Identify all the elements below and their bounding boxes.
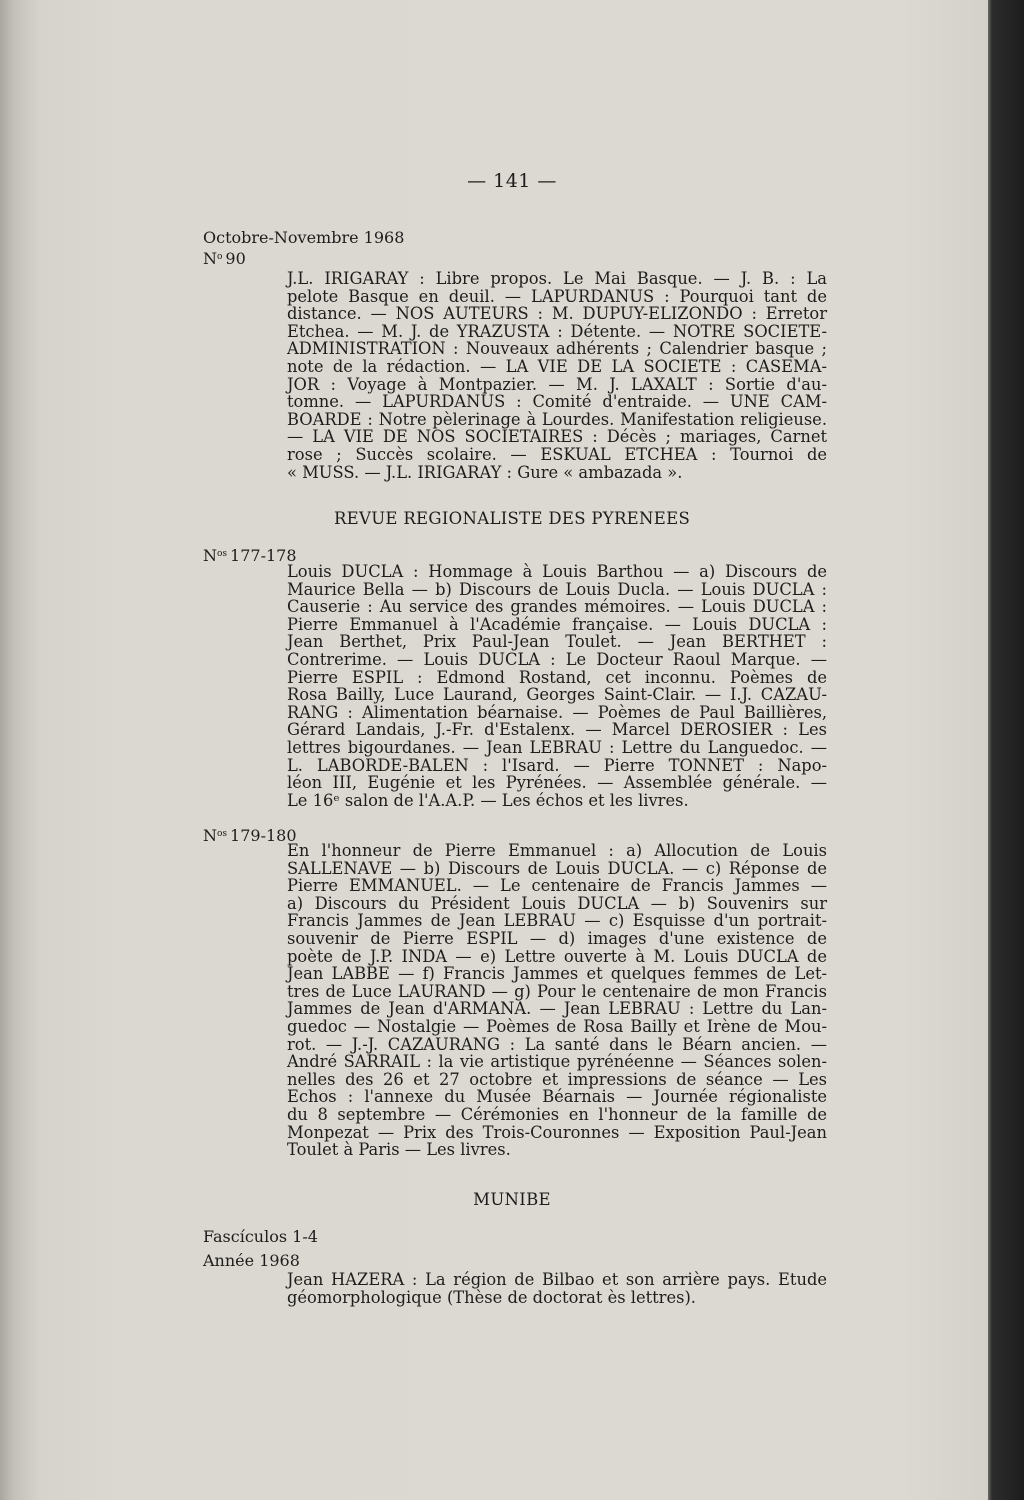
text-line: du 8 septembre — Cérémonies en l'honneur de la famille de [287,1104,827,1124]
text-line: En l'honneur de Pierre Emmanuel : a) Allocution de Louis [287,841,827,860]
page-number: — 141 — [467,170,557,192]
text-line: Jean LABBE — f) Francis Jammes et quelques femmes de Let- [287,964,827,984]
text-line: lettres bigourdanes. — Jean LEBRAU : Lettre du Languedoc. — [287,737,827,757]
text-line: Jean Berthet, Prix Paul-Jean Toulet. — Jean BERTHET : [287,632,827,652]
text-line: guedoc — Nostalgie — Poèmes de Rosa Bailly et Irène de Mou- [287,1016,827,1036]
issue-prefix: N [203,826,217,845]
text-line: Pierre EMMANUEL. — Le centenaire de Francis Jammes — [287,876,827,896]
text-line: Jean HAZERA : La région de Bilbao et son arrière pays. Etude [287,1270,827,1289]
issue-number [203,826,297,845]
text-line: Gérard Landais, J.-Fr. d'Estalenx. — Marcel DEROSIER : Les [287,720,827,740]
text-line: rose ; Succès scolaire. — ESKUAL ETCHEA : Tournoi de [287,444,827,464]
issue-date: Octobre-Novembre 1968 [203,228,405,247]
issue-number [203,546,297,565]
issue-sup: os [217,549,228,559]
issue-number [203,249,246,268]
text-line: léon III, Eugénie et les Pyrénées. — Assemblée générale. — [287,773,827,793]
text-line: Rosa Bailly, Luce Laurand, Georges Saint-Clair. — I.J. CAZAU- [287,685,827,705]
issue-prefix: N [203,546,217,565]
text-line: SALLENAVE — b) Discours de Louis DUCLA. — c) Réponse de [287,858,827,878]
year-label: Année 1968 [203,1251,300,1270]
entry-text [287,1271,827,1306]
text-line: géomorphologique (Thèse de doctorat ès lettres). [287,1287,696,1307]
text-line: Francis Jammes de Jean LEBRAU — c) Esquisse d'un portrait- [287,911,827,931]
text-line: pelote Basque en deuil. — LAPURDANUS : Pourquoi tant de [287,286,827,306]
text-line: poète de J.P. INDA — e) Lettre ouverte à M. Louis DUCLA de [287,946,827,966]
text-line: BOARDE : Notre pèlerinage à Lourdes. Manifestation religieuse. [287,409,827,429]
text-line: Causerie : Au service des grandes mémoires. — Louis DUCLA : [287,597,827,617]
issue-num: 179-180 [230,826,297,845]
text-line: nelles des 26 et 27 octobre et impressions de séance — Les [287,1069,827,1089]
text-line: Maurice Bella — b) Discours de Louis Ducla. — Louis DUCLA : [287,579,827,599]
issue-sup: o [217,252,223,262]
page-edge-shadow [988,0,1024,1500]
text-line: JOR : Voyage à Montpazier. — M. J. LAXALT : Sortie d'au- [287,374,827,394]
text-line: tomne. — LAPURDANUS : Comité d'entraide. — UNE CAM- [287,392,827,412]
text-line: André SARRAIL : la vie artistique pyrénéenne — Séances solen- [287,1052,827,1072]
text-line: J.L. IRIGARAY : Libre propos. Le Mai Basque. — J. B. : La [287,269,827,288]
entry-text [287,842,827,1159]
text-line: Monpezat — Prix des Trois-Couronnes — Exposition Paul-Jean [287,1122,827,1142]
text-line: Toulet à Paris — Les livres. [287,1140,511,1160]
issue-num: 90 [225,249,246,268]
text-line: Contrerime. — Louis DUCLA : Le Docteur Raoul Marque. — [287,649,827,669]
text-line: RANG : Alimentation béarnaise. — Poèmes de Paul Baillières, [287,702,827,722]
text-line: Louis DUCLA : Hommage à Louis Barthou — a) Discours de [287,562,827,581]
text-line: Pierre Emmanuel à l'Académie française. — Louis DUCLA : [287,614,827,634]
section-heading: MUNIBE [473,1190,551,1209]
entry-text [287,563,827,809]
text-line: a) Discours du Président Louis DUCLA — b) Souvenirs sur [287,893,827,913]
text-line: L. LABORDE-BALEN : l'Isard. — Pierre TONNET : Napo- [287,755,827,775]
text-line: note de la rédaction. — LA VIE DE LA SOCIETE : CASEMA- [287,356,827,376]
text-line: tres de Luce LAURAND — g) Pour le centenaire de mon Francis [287,981,827,1001]
issue-prefix: N [203,249,217,268]
text-line: souvenir de Pierre ESPIL — d) images d'une existence de [287,928,827,948]
section-heading: REVUE REGIONALISTE DES PYRENEES [333,509,691,528]
text-line: Jammes de Jean d'ARMANA. — Jean LEBRAU : Lettre du Lan- [287,999,827,1019]
text-line: Etchea. — M. J. de YRAZUSTA : Détente. — NOTRE SOCIETE- [287,321,827,341]
text-line: « MUSS. — J.L. IRIGARAY : Gure « ambazada ». [287,462,683,482]
issue-num: 177-178 [230,546,297,565]
issue-sup: os [217,829,228,839]
text-line: Le 16ᵉ salon de l'A.A.P. — Les échos et les livres. [287,790,689,810]
entry-text [287,270,827,481]
text-line: rot. — J.-J. CAZAURANG : La santé dans le Béarn ancien. — [287,1034,827,1054]
text-line: distance. — NOS AUTEURS : M. DUPUY-ELIZONDO : Erretor [287,304,827,324]
text-line: ADMINISTRATION : Nouveaux adhérents ; Calendrier basque ; [287,339,827,359]
text-line: — LA VIE DE NOS SOCIETAIRES : Décès ; mariages, Carnet [287,427,827,447]
fascicles-label: Fascículos 1-4 [203,1227,318,1246]
text-line: Pierre ESPIL : Edmond Rostand, cet inconnu. Poèmes de [287,667,827,687]
text-line: Echos : l'annexe du Musée Béarnais — Journée régionaliste [287,1087,827,1107]
